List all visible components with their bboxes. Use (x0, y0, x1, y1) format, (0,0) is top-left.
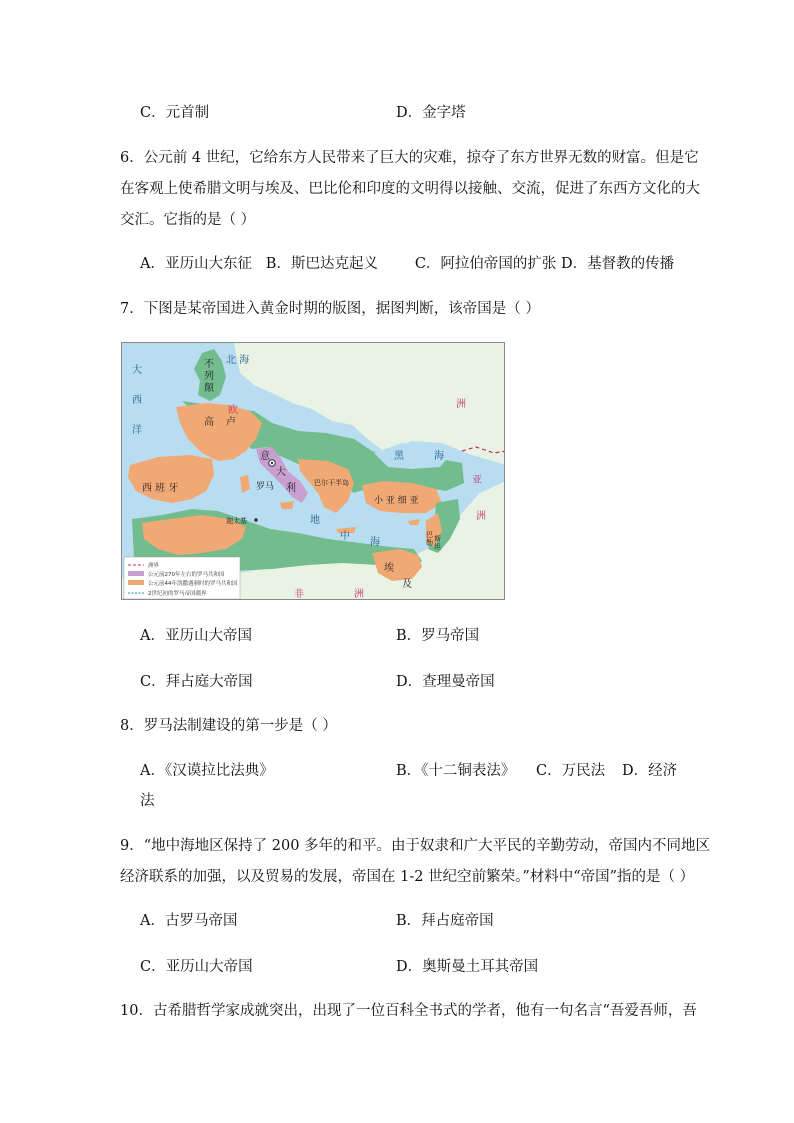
map-label-asia-1: 亚 (472, 475, 482, 486)
map-label-britain-3: 颠 (204, 383, 214, 394)
map-label-atlantic-3: 洋 (132, 425, 142, 436)
map-label-africa-1: 非 (294, 589, 304, 600)
map-label-med-3: 海 (370, 537, 380, 548)
map-label-spain: 西 班 牙 (142, 483, 179, 494)
q10-stem-line1: 10．古希腊哲学家成就突出，出现了一位百科全书式的学者，他有一句名言“吾爱吾师，吾 (120, 1003, 697, 1019)
q6-stem-line2: 在客观上使希腊文明与埃及、巴比伦和印度的文明得以接触、交流，促进了东西方文化的大 (120, 181, 700, 197)
q9-option-d: D．奥斯曼土耳其帝国 (396, 959, 539, 975)
map-label-med-1: 地 (310, 515, 320, 526)
map-legend-continent-border: 洲界 (148, 563, 160, 569)
q8-option-b: B．《十二铜表法》 (396, 763, 516, 779)
q8-stem: 8．罗马法制建设的第一步是（ ） (120, 718, 337, 734)
map-label-balkan: 巴尔干半岛 (314, 479, 349, 487)
map-label-asia-2: 洲 (476, 511, 486, 522)
map-label-britain-1: 不 (204, 359, 214, 370)
map-label-carthage: 迦太基 (226, 517, 247, 525)
q7-option-b: B．罗马帝国 (396, 628, 480, 644)
map-label-britain-2: 列 (204, 371, 214, 382)
map-label-egypt-2: 及 (402, 579, 412, 590)
map-label-north-sea: 北 海 (226, 355, 250, 366)
map-label-italy-1: 意 (260, 451, 270, 462)
map-label-black-sea-1: 黑 (394, 451, 404, 462)
map-carthage-marker (254, 518, 258, 522)
map-label-palestine-4: 坦 (434, 543, 441, 551)
map-label-black-sea-2: 海 (434, 451, 444, 462)
map-legend-2nd-century: 2世纪初的罗马帝国疆界 (148, 591, 207, 597)
map-label-atlantic-1: 大 (132, 365, 142, 376)
q5-option-d: D．金字塔 (396, 105, 466, 121)
q6-stem-line1: 6．公元前 4 世纪，它给东方人民带来了巨大的灾难，掠夺了东方世界无数的财富。但是它 (120, 150, 699, 166)
map-legend-44bc: 公元前44年凯撒遇刺时的罗马共和国 (148, 581, 238, 587)
map-legend (124, 557, 240, 599)
map-label-europe-1: 欧 (228, 405, 238, 416)
map-label-atlantic-2: 西 (132, 395, 142, 406)
map-label-egypt-1: 埃 (384, 563, 394, 574)
q7-stem: 7．下图是某帝国进入黄金时期的版图，据图判断，该帝国是（ ） (120, 301, 540, 317)
q9-option-b: B．拜占庭帝国 (396, 913, 494, 929)
q8-option-c: C．万民法 (536, 763, 606, 779)
map-label-asia-minor: 小 亚 细 亚 (374, 496, 419, 506)
map-label-italy-2: 大 (276, 467, 286, 478)
map-label-europe-2: 洲 (456, 399, 466, 410)
q8-option-a: A．《汉谟拉比法典》 (140, 763, 274, 779)
q6-stem-line3: 交汇。它指的是（ ） (120, 212, 256, 228)
q7-option-c: C．拜占庭大帝国 (140, 674, 253, 690)
q6-options: A．亚历山大东征 B．斯巴达克起义 C．阿拉伯帝国的扩张 D．基督教的传播 (140, 256, 675, 272)
q7-option-d: D．查理曼帝国 (396, 674, 495, 690)
q5-option-c: C．元首制 (140, 105, 210, 121)
q9-stem-line2: 经济联系的加强，以及贸易的发展，帝国在 1-2 世纪空前繁荣。”材料中“帝国”指的是（ ） (120, 869, 695, 885)
q7-option-a: A．亚历山大帝国 (140, 628, 252, 644)
map-label-italy-3: 利 (286, 483, 296, 494)
map-label-gaul-1: 高 (204, 417, 214, 428)
q9-option-c: C．亚历山大帝国 (140, 959, 253, 975)
roman-empire-map (121, 342, 505, 600)
q8-option-d-wrap: 法 (140, 793, 155, 809)
map-label-med-2: 中 (340, 531, 350, 542)
map-label-rome: 罗马 (256, 482, 275, 492)
q8-option-d: D．经济 (622, 763, 678, 779)
map-label-gaul-2: 卢 (226, 417, 236, 428)
q9-option-a: A．古罗马帝国 (140, 913, 238, 929)
map-label-africa-2: 洲 (354, 589, 364, 600)
map-label-palestine-1: 巴 (426, 531, 433, 539)
q9-stem-line1: 9．“地中海地区保持了 200 多年的和平。由于奴隶和广大平民的辛勤劳动，帝国内不同地区 (120, 838, 711, 854)
map-label-palestine-3: 斯 (434, 535, 441, 543)
map-label-palestine-2: 勒 (426, 539, 433, 547)
map-legend-270bc: 公元前270年左右的罗马共和国 (148, 572, 225, 578)
